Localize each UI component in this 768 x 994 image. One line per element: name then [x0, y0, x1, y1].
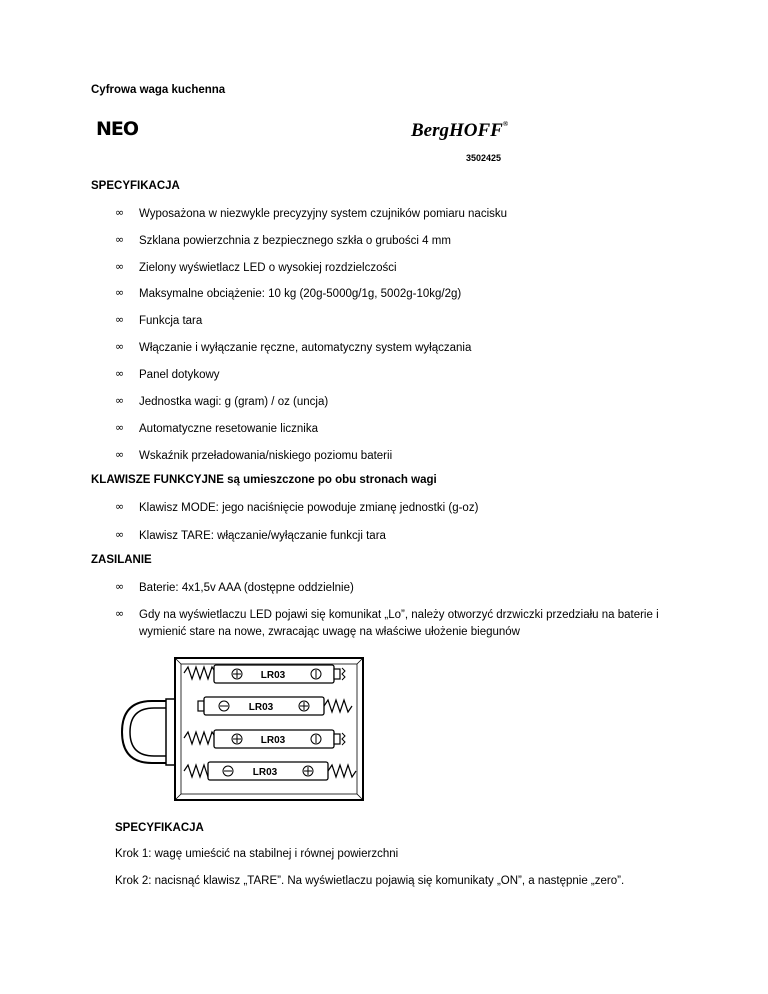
list-item: ∞ Baterie: 4x1,5v AAA (dostępne oddzielnie): [115, 580, 699, 597]
battery-compartment-illustration: [118, 655, 368, 805]
list-item: ∞ Wyposażona w niezwykle precyzyjny system czujników pomiaru nacisku: [115, 206, 699, 223]
battery-label: LR03: [260, 735, 286, 746]
bullet-icon: ∞: [115, 206, 125, 219]
bullet-icon: ∞: [115, 500, 125, 513]
bullet-icon: ∞: [115, 233, 125, 246]
list-item: ∞ Klawisz TARE: włączanie/wyłączanie funkcji tara: [115, 528, 699, 545]
battery-label: LR03: [252, 767, 278, 778]
list-item: ∞ Szklana powierzchnia z bezpiecznego szkła o grubości 4 mm: [115, 233, 699, 250]
section-heading-specyfikacja: SPECYFIKACJA: [91, 180, 180, 192]
bullet-icon: ∞: [115, 340, 125, 353]
list-item: ∞ Jednostka wagi: g (gram) / oz (uncja): [115, 394, 699, 411]
list-item: ∞ Włączanie i wyłączanie ręczne, automatyczny system wyłączania: [115, 340, 699, 357]
list-item: ∞ Funkcja tara: [115, 313, 699, 330]
list-item: ∞ Klawisz MODE: jego naciśnięcie powoduje zmianę jednostki (g-oz): [115, 500, 699, 517]
bullet-icon: ∞: [115, 394, 125, 407]
list-item: ∞ Maksymalne obciążenie: 10 kg (20g-5000g/1g, 5002g-10kg/2g): [115, 286, 699, 303]
list-item: ∞ Zielony wyświetlacz LED o wysokiej rozdzielczości: [115, 260, 699, 277]
bullet-icon: ∞: [115, 607, 125, 620]
berghoff-logo-text: BergHOFF: [411, 120, 503, 141]
battery-label: LR03: [260, 670, 286, 681]
berghoff-logo: [411, 120, 508, 142]
list-item: ∞ Wskaźnik przeładowania/niskiego poziomu baterii: [115, 448, 699, 465]
list-item: ∞ Automatyczne resetowanie licznika: [115, 421, 699, 438]
bullet-icon: ∞: [115, 367, 125, 380]
neo-logo: NEO: [96, 118, 139, 140]
bullet-icon: ∞: [115, 286, 125, 299]
step-text: Krok 2: nacisnąć klawisz „TARE”. Na wyświetlaczu pojawią się komunikaty „ON”, a następnie „zero”.: [115, 875, 625, 887]
section-heading-zasilanie: ZASILANIE: [91, 554, 152, 566]
document-title: Cyfrowa waga kuchenna: [91, 84, 226, 96]
battery-label: LR03: [248, 702, 274, 713]
section-heading-klawisze: KLAWISZE FUNKCYJNE są umieszczone po obu stronach wagi: [91, 474, 437, 486]
bullet-icon: ∞: [115, 448, 125, 461]
section-heading-specyfikacja-2: SPECYFIKACJA: [115, 822, 204, 834]
bullet-icon: ∞: [115, 421, 125, 434]
bullet-icon: ∞: [115, 313, 125, 326]
registered-mark: ®: [502, 120, 509, 128]
bullet-icon: ∞: [115, 260, 125, 273]
bullet-icon: ∞: [115, 528, 125, 541]
list-item: ∞ Gdy na wyświetlaczu LED pojawi się komunikat „Lo”, należy otworzyć drzwiczki przedziału na baterie i wymienić stare na nowe, zwracając uwagę na właściwe ułożenie biegunów: [115, 607, 699, 641]
list-item: ∞ Panel dotykowy: [115, 367, 699, 384]
bullet-icon: ∞: [115, 580, 125, 593]
step-text: Krok 1: wagę umieścić na stabilnej i równej powierzchni: [115, 848, 399, 860]
product-code: 3502425: [466, 153, 502, 163]
